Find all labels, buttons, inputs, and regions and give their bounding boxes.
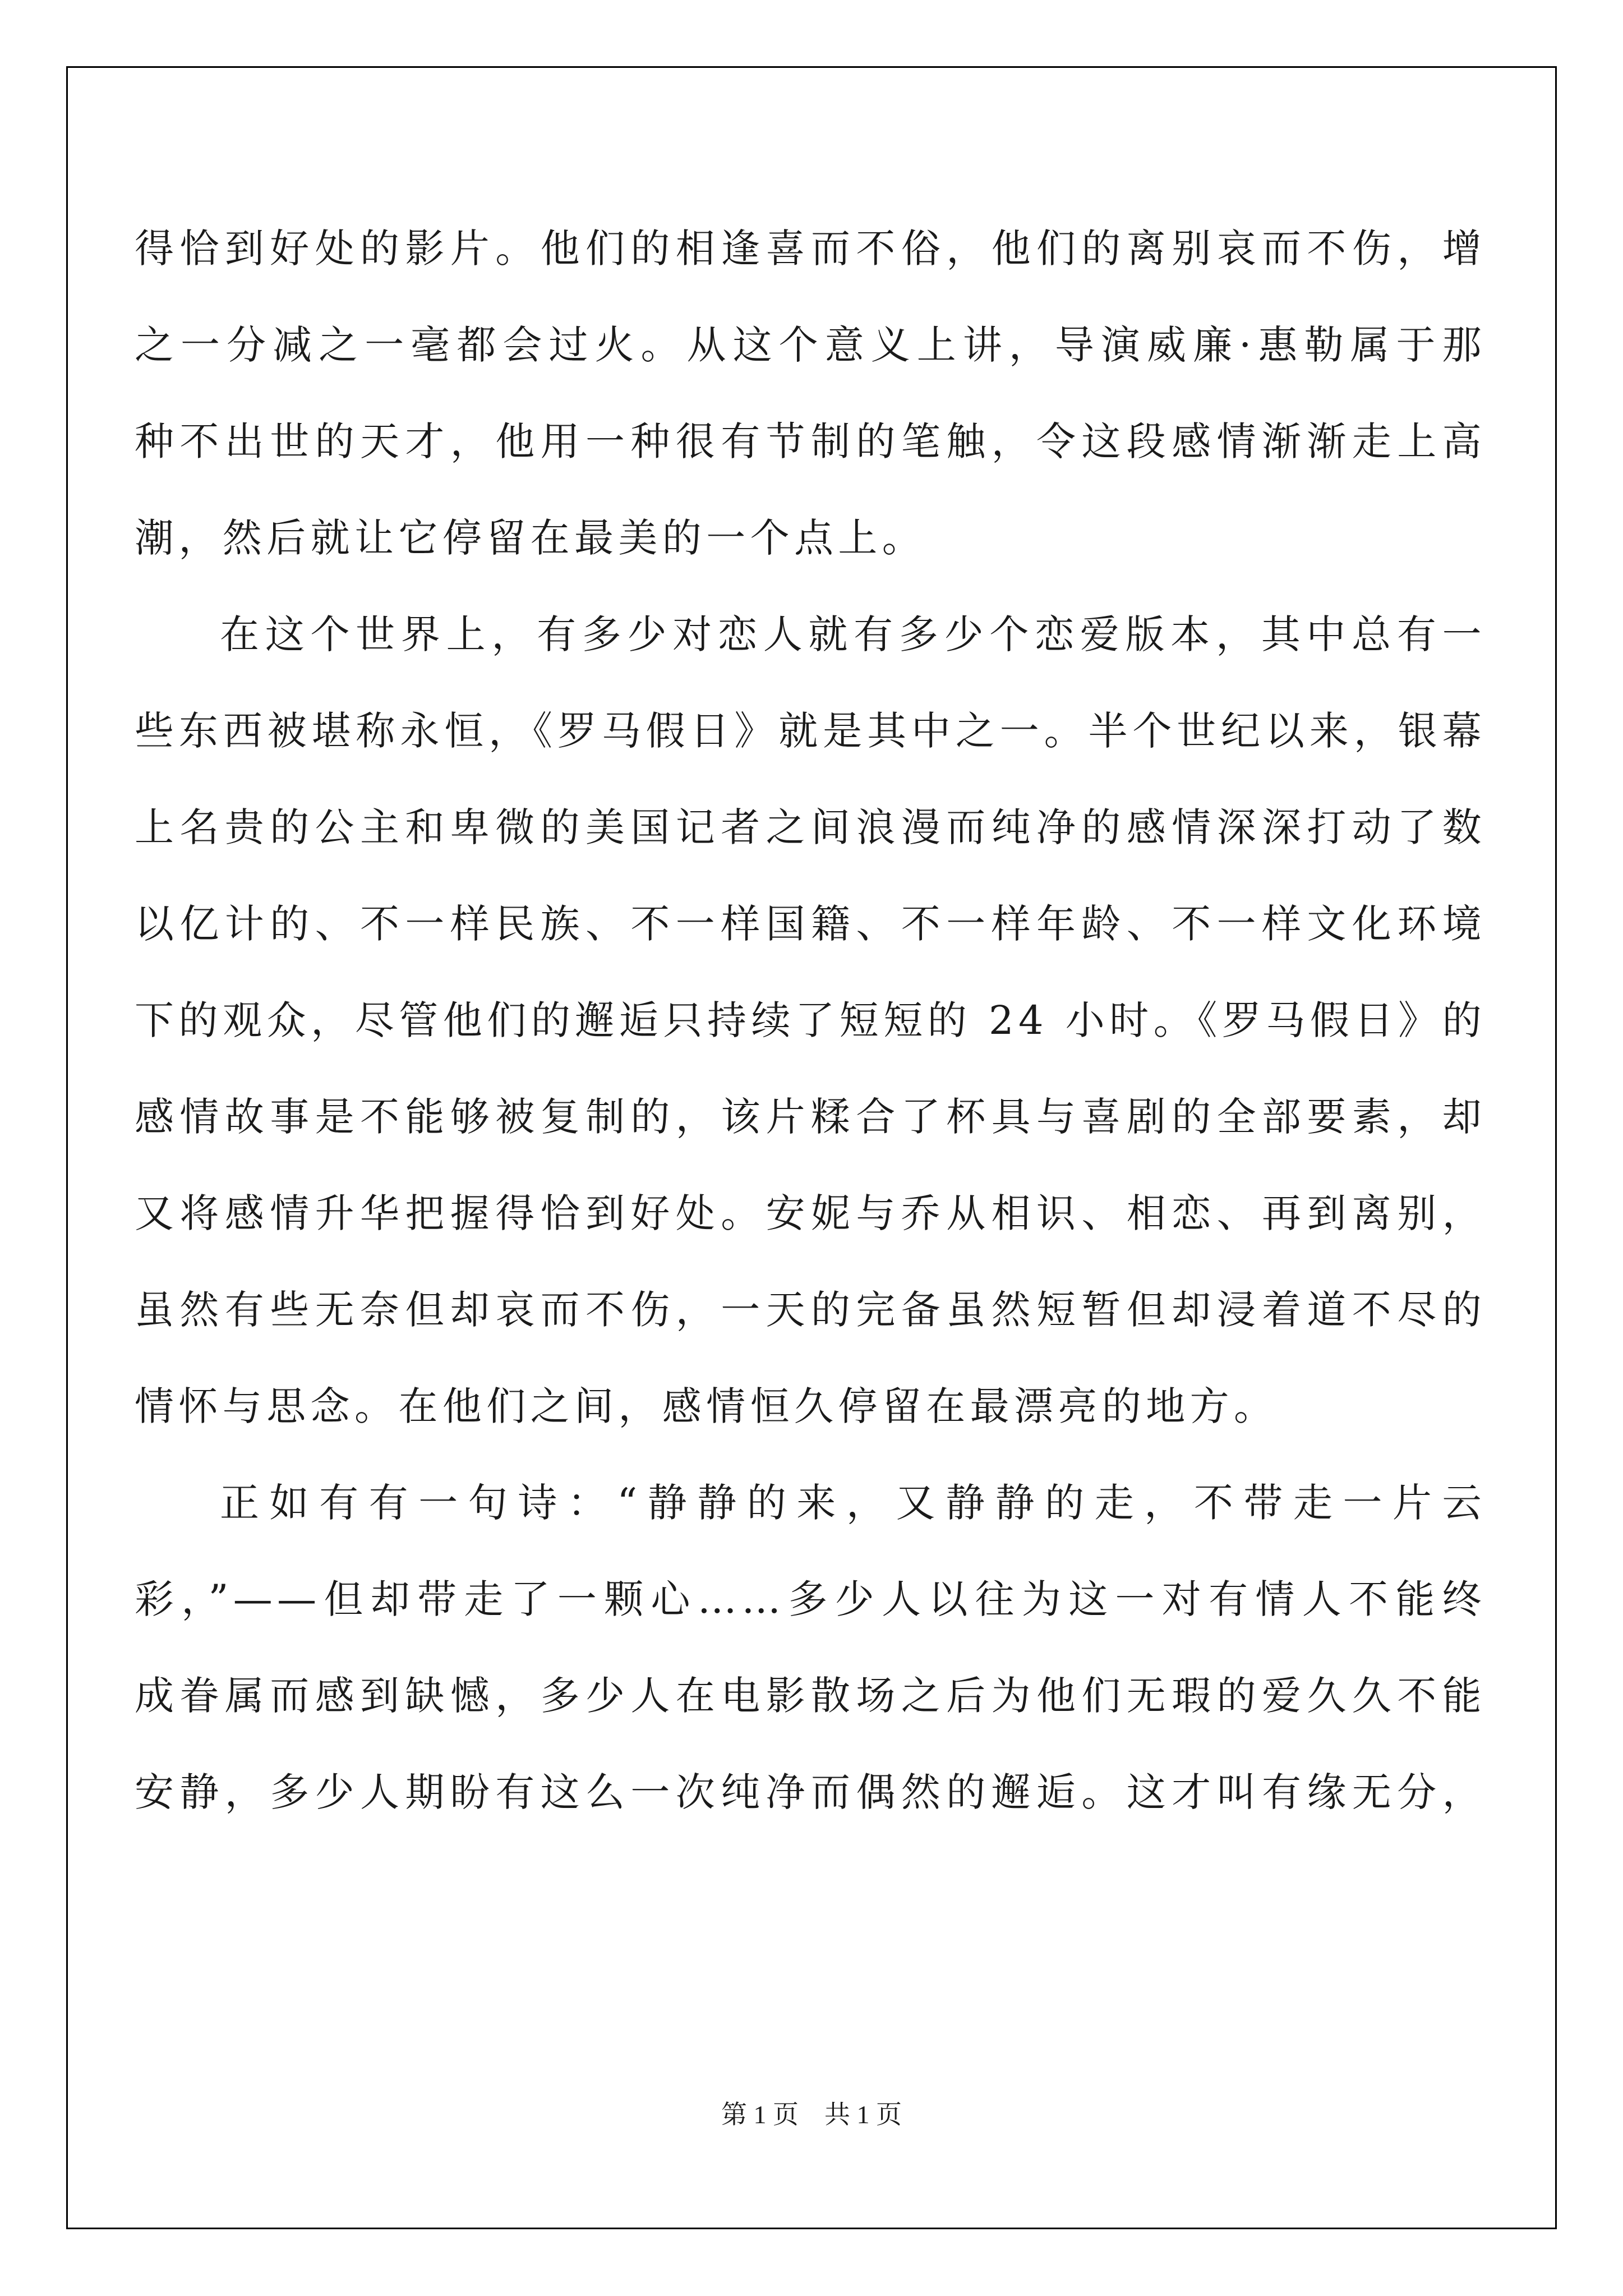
page-number-footer: 第 1 页 共 1 页: [721, 2100, 902, 2129]
text-line: 下的观众，尽管他们的邂逅只持续了短短的 24 小时。《罗马假日》的: [135, 997, 1486, 1043]
text-line: 虽然有些无奈但却哀而不伤，一天的完备虽然短暂但却浸着道不尽的: [135, 1287, 1486, 1333]
text-line: 得恰到好处的影片。他们的相逢喜而不俗，他们的离别哀而不伤，增: [135, 226, 1486, 272]
text-line: 些东西被堪称永恒，《罗马假日》就是其中之一。半个世纪以来，银幕: [135, 708, 1486, 754]
text-line: 彩，”——但却带走了一颗心……多少人以往为这一对有情人不能终: [135, 1576, 1486, 1622]
text-line: 之一分减之一毫都会过火。从这个意义上讲，导演威廉·惠勒属于那: [135, 322, 1486, 368]
text-line: 潮，然后就让它停留在最美的一个点上。: [135, 515, 926, 561]
text-line: 以亿计的、不一样民族、不一样国籍、不一样年龄、不一样文化环境: [135, 901, 1486, 947]
paragraph-first-line: 正如有有一句诗：“静静的来，又静静的走，不带走一片云: [220, 1480, 1486, 1526]
page-border: [66, 66, 1557, 2229]
text-line: 上名贵的公主和卑微的美国记者之间浪漫而纯净的感情深深打动了数: [135, 804, 1486, 850]
text-line: 又将感情升华把握得恰到好处。安妮与乔从相识、相恋、再到离别，: [135, 1190, 1486, 1236]
text-line: 种不出世的天才，他用一种很有节制的笔触，令这段感情渐渐走上高: [135, 418, 1486, 464]
text-line: 情怀与思念。在他们之间，感情恒久停留在最漂亮的地方。: [135, 1383, 1278, 1429]
text-line: 感情故事是不能够被复制的，该片糅合了杯具与喜剧的全部要素，却: [135, 1094, 1486, 1140]
text-line: 成眷属而感到缺憾，多少人在电影散场之后为他们无瑕的爱久久不能: [135, 1673, 1486, 1719]
paragraph-first-line: 在这个世界上，有多少对恋人就有多少个恋爱版本，其中总有一: [220, 611, 1486, 657]
text-line: 安静，多少人期盼有这么一次纯净而偶然的邂逅。这才叫有缘无分，: [135, 1769, 1486, 1815]
